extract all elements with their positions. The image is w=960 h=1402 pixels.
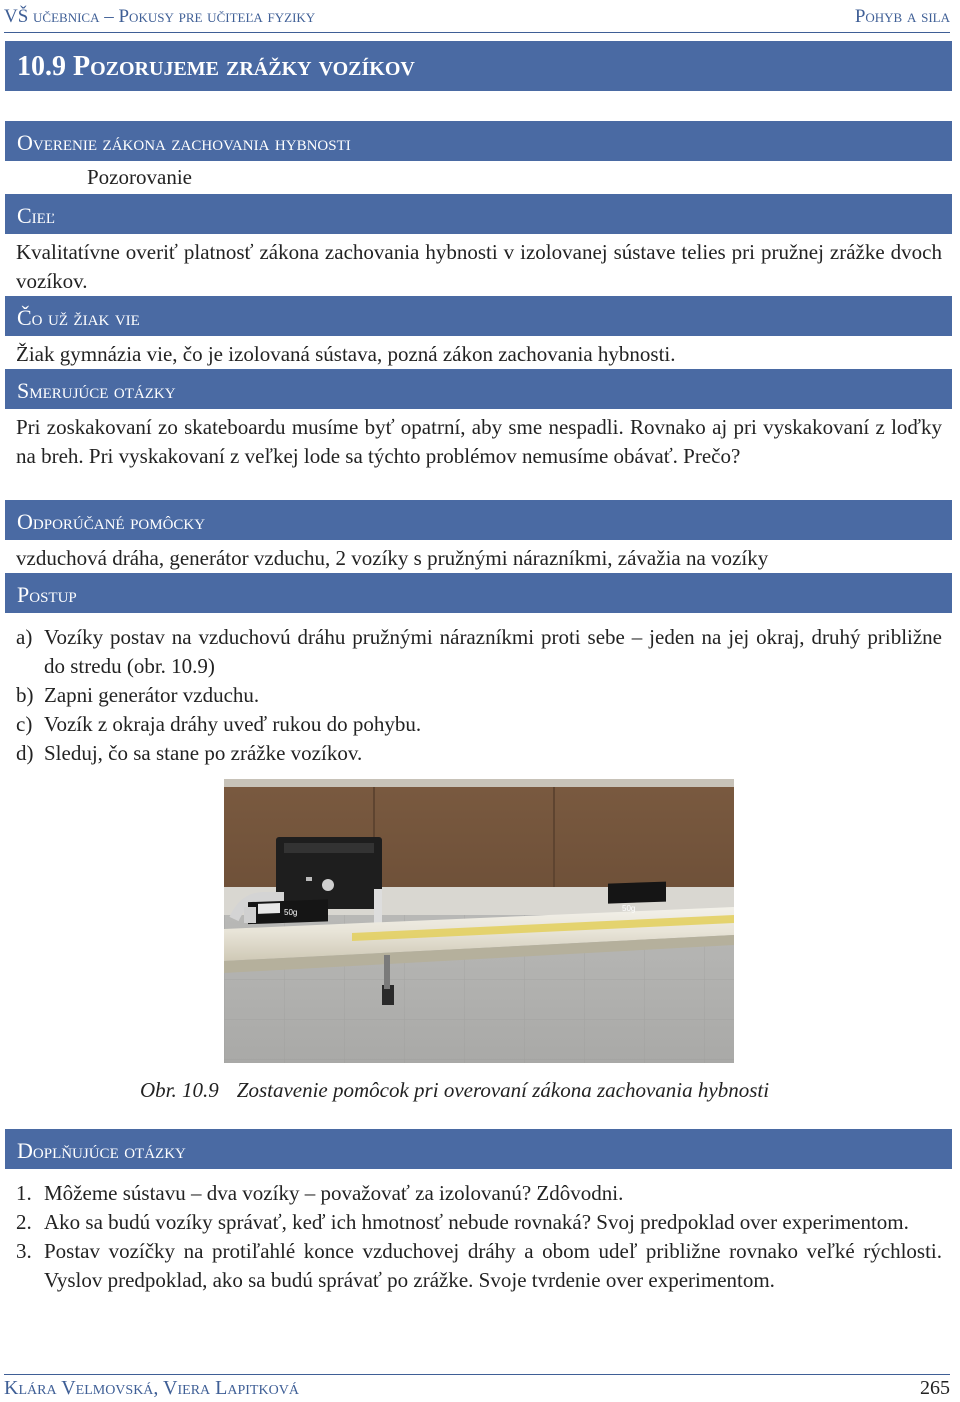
list-marker: c) bbox=[16, 712, 33, 736]
heading-smerujuce-otazky: Smerujúce otázky bbox=[5, 369, 952, 409]
list-item bbox=[16, 1208, 942, 1237]
air-track-photo bbox=[224, 779, 734, 1063]
page-footer bbox=[4, 1374, 950, 1401]
header-chapter-title: Pohyb a sila bbox=[854, 6, 950, 27]
figure-photo bbox=[224, 779, 734, 1063]
heading-doplnujuce-otazky: Doplňujúce otázky bbox=[5, 1129, 952, 1169]
ciel-text: Kvalitatívne overiť platnosť zákona zachovania hybnosti v izolovanej sústave telies pri pružnej zrážke dvoch vozíkov. bbox=[16, 240, 942, 293]
co-uz-ziak-vie-text: Žiak gymnázia vie, čo je izolovaná sústava, pozná zákon zachovania hybnosti. bbox=[16, 342, 676, 366]
header-book-title: VŠ učebnica – Pokusy pre učiteľa fyziky bbox=[4, 6, 316, 27]
list-marker: 2. bbox=[16, 1210, 32, 1234]
figure-number: Obr. 10.9 bbox=[140, 1078, 219, 1102]
heading-postup: Postup bbox=[5, 573, 952, 613]
postup-list bbox=[16, 623, 942, 768]
weight-label-left: 50g bbox=[284, 908, 298, 917]
heading-co-uz-ziak-vie: Čo už žiak vie bbox=[5, 296, 952, 336]
smerujuce-otazky-text: Pri zoskakovaní zo skateboardu musíme byť opatrní, aby sme nespadli. Rovnako aj pri vyskakovaní z loďky na breh. Pri vyskakovaní z veľkej lode sa týchto problémov nemusíme obávať. Prečo? bbox=[16, 415, 942, 468]
list-item bbox=[16, 623, 942, 681]
list-item bbox=[16, 710, 942, 739]
doplnujuce-list bbox=[16, 1179, 942, 1295]
list-marker: 1. bbox=[16, 1181, 32, 1205]
heading-pomocky: Odporúčané pomôcky bbox=[5, 500, 952, 540]
list-item bbox=[16, 1179, 942, 1208]
section-title-bar: 10.9 Pozorujeme zrážky vozíkov bbox=[5, 41, 952, 91]
activity-type-label: Pozorovanie bbox=[87, 165, 192, 189]
list-item bbox=[16, 739, 942, 768]
list-marker: d) bbox=[16, 741, 34, 765]
list-item bbox=[16, 681, 942, 710]
list-item-text: Vozík z okraja dráhy uveď rukou do pohybu. bbox=[44, 712, 422, 736]
figure-caption bbox=[140, 1078, 769, 1103]
list-item-text: Ako sa budú vozíky správať, keď ich hmotnosť nebude rovnaká? Svoj predpoklad over experimentom. bbox=[44, 1210, 909, 1234]
list-marker: 3. bbox=[16, 1239, 32, 1263]
list-marker: b) bbox=[16, 683, 34, 707]
list-marker: a) bbox=[16, 625, 33, 649]
list-item bbox=[16, 1237, 942, 1295]
heading-ciel: Cieľ bbox=[5, 194, 952, 234]
list-item-text: Sleduj, čo sa stane po zrážke vozíkov. bbox=[44, 741, 363, 765]
pomocky-text: vzduchová dráha, generátor vzduchu, 2 vozíky s pružnými nárazníkmi, závažia na vozíky bbox=[16, 546, 769, 570]
page-number: 265 bbox=[920, 1377, 950, 1399]
footer-authors: Klára Velmovská, Viera Lapitková bbox=[4, 1377, 299, 1399]
list-item-text: Postav vozíčky na protiľahlé konce vzduchovej dráhy a obom udeľ približne rovnako veľké rýchlosti. Vyslov predpoklad, ako sa budú správať po zrážke. Svoje tvrdenie over experimentom. bbox=[44, 1239, 942, 1292]
list-item-text: Môžeme sústavu – dva vozíky – považovať za izolovanú? Zdôvodni. bbox=[44, 1181, 624, 1205]
page-header bbox=[4, 4, 950, 33]
list-item-text: Zapni generátor vzduchu. bbox=[44, 683, 260, 707]
subtitle-bar: Overenie zákona zachovania hybnosti bbox=[5, 121, 952, 161]
weight-label-right: 50g bbox=[622, 904, 636, 913]
figure-caption-text: Zostavenie pomôcok pri overovaní zákona zachovania hybnosti bbox=[236, 1078, 770, 1102]
list-item-text: Vozíky postav na vzduchovú dráhu pružnými nárazníkmi proti sebe – jeden na jej okraj, druhý približne do stredu (obr. 10.9) bbox=[44, 625, 942, 678]
